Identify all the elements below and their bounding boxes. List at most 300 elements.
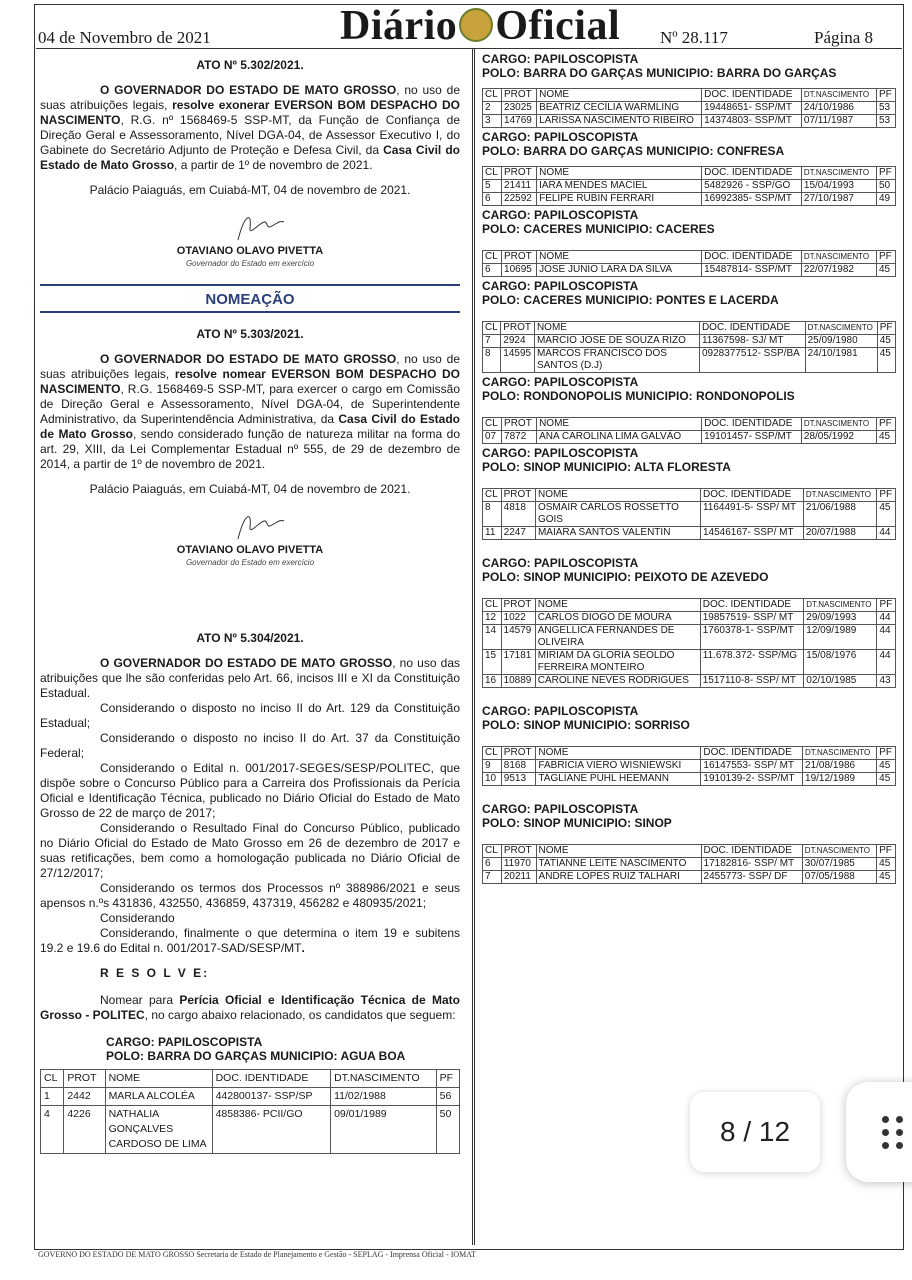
cell: 2247: [501, 527, 535, 540]
col-doc: DOC. IDENTIDADE: [699, 322, 805, 335]
cell: 0928377512- SSP/BA: [699, 348, 805, 373]
cell: CARLOS DIOGO DE MOURA: [535, 612, 700, 625]
cell: 20/07/1988: [803, 527, 877, 540]
text: Nomear para: [100, 993, 180, 1007]
table-row: [483, 527, 896, 540]
cell: 21/06/1988: [803, 502, 877, 527]
text: Considerando, finalmente o que determina o item 19 e subitens 19.2 e 19.6 do Edital n. 001/2017-SAD/SESP/MT: [40, 926, 460, 955]
cell: 17181: [501, 650, 535, 675]
handwritten-signature-icon: [230, 505, 290, 545]
table-row: [483, 675, 896, 688]
cell: 5: [483, 180, 502, 193]
cell: ANGELLICA FERNANDES DE OLIVEIRA: [535, 625, 700, 650]
cell: 29/09/1993: [804, 612, 877, 625]
table-row: [483, 193, 896, 206]
col-nome: NOME: [534, 322, 699, 335]
cell: 22/07/1982: [801, 264, 876, 277]
cell: 15/08/1976: [804, 650, 877, 675]
cargo-heading: [482, 446, 896, 474]
candidates-table: [482, 746, 896, 786]
col-pf: PF: [876, 167, 895, 180]
cargo-heading: [482, 375, 896, 403]
candidates-table: [482, 166, 896, 206]
table-header-row: [483, 845, 896, 858]
cell: 1760378-1- SSP/MT: [700, 625, 804, 650]
col-prot: PROT: [502, 89, 537, 102]
table-header-row: [483, 489, 896, 502]
cell: 07/11/1987: [801, 115, 876, 128]
cargo-label: CARGO: PAPILOSCOPISTA: [482, 52, 639, 66]
cell: 14374803- SSP/MT: [702, 115, 802, 128]
act-paragraph: [40, 656, 460, 701]
col-prot: PROT: [64, 1070, 105, 1088]
candidates-table: [40, 1069, 460, 1154]
emphasis: Perícia Oficial e Identificação Técnica de Mato Grosso - POLITEC: [40, 993, 461, 1022]
candidates-table: [482, 88, 896, 128]
cell: TATIANNE LEITE NASCIMENTO: [536, 858, 701, 871]
col-nome: NOME: [535, 599, 700, 612]
cell: FABRICIA VIERO WISNIEWSKI: [536, 760, 701, 773]
col-prot: PROT: [501, 845, 536, 858]
cell: 45: [876, 431, 895, 444]
table-row: [483, 650, 896, 675]
cell: 02/10/1985: [804, 675, 877, 688]
cell: 45: [877, 760, 896, 773]
cell: MARCOS FRANCISCO DOS SANTOS (D.J): [534, 348, 699, 373]
col-nome: NOME: [537, 251, 702, 264]
polo-label: POLO: CACERES MUNICIPIO: CACERES: [482, 222, 715, 236]
cell: 6: [483, 193, 502, 206]
col-cl: CL: [483, 845, 502, 858]
table-row: [483, 335, 896, 348]
polo-label: POLO: RONDONOPOLIS MUNICIPIO: RONDONOPOLIS: [482, 389, 795, 403]
section-rule: [40, 284, 460, 286]
text: , a partir de 1º de novembro de 2021.: [174, 158, 373, 172]
cell: NATHALIA GONÇALVES CARDOSO DE LIMA: [105, 1106, 212, 1154]
cargo-heading: [482, 130, 896, 158]
cell: 19857519- SSP/ MT: [700, 612, 804, 625]
cell: 45: [877, 858, 896, 871]
cell: 28/05/1992: [801, 431, 876, 444]
col-dtnasc: DT.NASCIMENTO: [801, 251, 876, 264]
cell: 4818: [501, 502, 535, 527]
cell: 15/04/1993: [801, 180, 876, 193]
cell: 10695: [502, 264, 537, 277]
section-rule: [40, 311, 460, 313]
cargo-label: CARGO: PAPILOSCOPISTA: [482, 279, 639, 293]
cell: 8: [483, 502, 502, 527]
cell: 50: [436, 1106, 459, 1154]
col-cl: CL: [483, 167, 502, 180]
emphasis: resolve exonerar EVERSON BOM DESPACHO DO NASCIMENTO: [40, 98, 460, 127]
table-header-row: [41, 1070, 460, 1088]
polo-label: POLO: BARRA DO GARÇAS MUNICIPIO: AGUA BOA: [106, 1049, 406, 1063]
col-pf: PF: [877, 489, 896, 502]
table-row: [483, 760, 896, 773]
page-indicator: 8 / 12: [690, 1092, 820, 1172]
grid-dots-icon: [882, 1116, 908, 1150]
cell: 14546167- SSP/ MT: [700, 527, 803, 540]
consideration: Considerando o disposto no inciso II do Art. 129 da Constituição Estadual;: [40, 701, 460, 730]
col-doc: DOC. IDENTIDADE: [701, 747, 803, 760]
col-nome: NOME: [105, 1070, 212, 1088]
table-row: [483, 431, 896, 444]
table-row: [483, 502, 896, 527]
cargo-heading: [482, 52, 896, 80]
cell: 1517110-8- SSP/ MT: [700, 675, 804, 688]
cell: IARA MENDES MACIEL: [537, 180, 702, 193]
cell: 4226: [64, 1106, 105, 1154]
cell: 11970: [501, 858, 536, 871]
cell: 44: [877, 650, 896, 675]
cell: 16147553- SSP/ MT: [701, 760, 803, 773]
col-dtnasc: DT.NASCIMENTO: [803, 747, 877, 760]
spacer: [482, 788, 896, 802]
signer-name: OTAVIANO OLAVO PIVETTA: [176, 245, 324, 257]
cell: 22592: [502, 193, 537, 206]
cell: CAROLINE NEVES RODRIGUES: [535, 675, 700, 688]
col-doc: DOC. IDENTIDADE: [702, 89, 802, 102]
right-column: [482, 52, 896, 886]
cell: 15: [483, 650, 502, 675]
cell: 14595: [501, 348, 535, 373]
spacer: [482, 542, 896, 556]
left-column: [40, 54, 460, 1154]
cell: OSMAIR CARLOS ROSSETTO GOIS: [535, 502, 700, 527]
cell: BEATRIZ CECÍLIA WARMLING: [537, 102, 702, 115]
place-date: Palácio Paiaguás, em Cuiabá-MT, 04 de novembro de 2021.: [89, 183, 411, 197]
col-prot: PROT: [502, 251, 537, 264]
col-cl: CL: [483, 322, 501, 335]
spacer: [482, 690, 896, 704]
cell: 11367598- SJ/ MT: [699, 335, 805, 348]
cell: 8: [483, 348, 501, 373]
cell: JOSE JUNIO LARA DA SILVA: [537, 264, 702, 277]
col-pf: PF: [876, 89, 895, 102]
page-number: Página 8: [814, 28, 874, 47]
masthead-title-right: Oficial: [495, 3, 621, 49]
cell: 2924: [501, 335, 535, 348]
col-dtnasc: DT.NASCIMENTO: [331, 1070, 437, 1088]
emphasis: .: [301, 941, 305, 955]
consideration: Considerando os termos dos Processos nº 388986/2021 e seus apensos n.ºs 431836, 432550, 436859, 437319, 456282 e 480935/2021;: [40, 881, 460, 910]
cell: 14579: [501, 625, 535, 650]
cell: 6: [483, 264, 502, 277]
table-header-row: [483, 599, 896, 612]
cell: 442800137- SSP/SP: [212, 1088, 331, 1106]
candidates-table: [482, 417, 896, 444]
cell: 21411: [502, 180, 537, 193]
cell: 2442: [64, 1088, 105, 1106]
col-pf: PF: [877, 322, 895, 335]
cell: 10: [483, 773, 502, 786]
cell: 16: [483, 675, 502, 688]
cargo-heading: [482, 802, 896, 830]
cell: 1: [41, 1088, 64, 1106]
cell: 17182816- SSP/ MT: [701, 858, 802, 871]
table-row: [483, 180, 896, 193]
candidates-table: [482, 488, 896, 540]
text: , R.G. 1568469-5 SSP-MT, para exercer o cargo em Comissão de Direção Geral e Assessoramento, Nível DGA-04, de Superintendente Administrativo, da Superintendência Administrativa, da: [40, 382, 460, 426]
col-pf: PF: [877, 845, 896, 858]
cell: 7: [483, 871, 502, 884]
cargo-heading: [482, 704, 896, 732]
header-rule: [36, 48, 902, 49]
table-row: [483, 625, 896, 650]
col-doc: DOC. IDENTIDADE: [702, 418, 802, 431]
emphasis: O GOVERNADOR DO ESTADO DE MATO GROSSO: [100, 83, 397, 97]
polo-label: POLO: SINOP MUNICIPIO: SINOP: [482, 816, 672, 830]
cell: 24/10/1986: [801, 102, 876, 115]
act-paragraph: [40, 83, 460, 173]
polo-label: POLO: BARRA DO GARÇAS MUNICIPIO: CONFRESA: [482, 144, 785, 158]
cell: 3: [483, 115, 502, 128]
cell: 6: [483, 858, 502, 871]
cell: 15487814- SSP/MT: [702, 264, 802, 277]
cell: MIRIAM DA GLORIA SEOLDO FERREIRA MONTEIRO: [535, 650, 700, 675]
text: , no uso de suas atribuições legais,: [40, 352, 460, 381]
act-title: ATO Nº 5.304/2021.: [196, 631, 304, 645]
table-row: [483, 264, 896, 277]
candidates-table: [482, 844, 896, 884]
polo-label: POLO: BARRA DO GARÇAS MUNICIPIO: BARRA DO GARÇAS: [482, 66, 837, 80]
col-nome: NOME: [537, 418, 702, 431]
table-row: [483, 612, 896, 625]
table-header-row: [483, 167, 896, 180]
cell: 43: [877, 675, 896, 688]
text: , no uso de suas atribuições legais,: [40, 83, 460, 112]
col-prot: PROT: [501, 747, 536, 760]
cargo-heading: [106, 1035, 460, 1063]
cell: 24/10/1981: [805, 348, 877, 373]
consideration: Considerando o Resultado Final do Concurso Público, publicado no Diário Oficial do Estado de Mato Grosso em 26 de dezembro de 2017 e suas retificações, bem como a homologação publicada no Diário Oficial de 27/12/2017;: [40, 821, 460, 880]
cell: TAGLIANE PUHL HEEMANN: [536, 773, 701, 786]
col-pf: PF: [876, 251, 895, 264]
polo-label: POLO: SINOP MUNICIPIO: ALTA FLORESTA: [482, 460, 731, 474]
cell: 30/07/1985: [802, 858, 876, 871]
cell: 45: [877, 871, 896, 884]
signer-role: Governador do Estado em exercício: [185, 558, 315, 567]
page-footer: GOVERNO DO ESTADO DE MATO GROSSO Secretaria de Estado de Planejamento e Gestão - SEPLAG - Imprensa Oficial - IOMAT: [38, 1250, 477, 1259]
col-cl: CL: [483, 418, 502, 431]
place-date: Palácio Paiaguás, em Cuiabá-MT, 04 de novembro de 2021.: [89, 482, 411, 496]
col-nome: NOME: [537, 89, 702, 102]
col-nome: NOME: [535, 489, 700, 502]
masthead-title: [340, 2, 620, 50]
act-paragraph: [40, 352, 460, 472]
cell: ANA CAROLINA LIMA GALVÃO: [537, 431, 702, 444]
cell: 1164491-5- SSP/ MT: [700, 502, 803, 527]
cell: 1910139-2- SSP/MT: [701, 773, 803, 786]
cell: ANDRE LOPES RUIZ TALHARI: [536, 871, 701, 884]
cargo-label: CARGO: PAPILOSCOPISTA: [106, 1035, 263, 1049]
cell: 49: [876, 193, 895, 206]
candidates-table: [482, 321, 896, 373]
col-pf: PF: [877, 747, 896, 760]
cell: 45: [877, 348, 895, 373]
col-dtnasc: DT.NASCIMENTO: [801, 89, 876, 102]
col-doc: DOC. IDENTIDADE: [700, 489, 803, 502]
cell: 14: [483, 625, 502, 650]
cell: 45: [876, 264, 895, 277]
cell: 44: [877, 612, 896, 625]
cell: 19/12/1989: [803, 773, 877, 786]
table-header-row: [483, 251, 896, 264]
col-prot: PROT: [501, 489, 535, 502]
cell: 11/02/1988: [331, 1088, 437, 1106]
masthead-title-left: Diário: [340, 3, 458, 49]
issue-date: 04 de Novembro de 2021: [38, 28, 211, 47]
col-prot: PROT: [502, 167, 537, 180]
cell: 44: [877, 527, 896, 540]
col-doc: DOC. IDENTIDADE: [701, 845, 802, 858]
cell: 2455773- SSP/ DF: [701, 871, 802, 884]
cell: 16992385- SSP/MT: [702, 193, 802, 206]
cargo-label: CARGO: PAPILOSCOPISTA: [482, 704, 639, 718]
cell: 9: [483, 760, 502, 773]
cell: 27/10/1987: [801, 193, 876, 206]
col-prot: PROT: [501, 599, 535, 612]
table-header-row: [483, 418, 896, 431]
col-pf: PF: [876, 418, 895, 431]
emphasis: O GOVERNADOR DO ESTADO DE MATO GROSSO: [100, 656, 393, 670]
col-pf: PF: [877, 599, 896, 612]
table-row: [41, 1088, 460, 1106]
emphasis: Casa Civil do Estado de Mato Grosso: [40, 412, 460, 441]
polo-label: POLO: SINOP MUNICIPIO: PEIXOTO DE AZEVEDO: [482, 570, 769, 584]
cell: 09/01/1989: [331, 1106, 437, 1154]
column-separator: [472, 48, 475, 1245]
viewer-menu-button[interactable]: [846, 1082, 912, 1182]
cell: 45: [877, 502, 896, 527]
cargo-heading: [482, 556, 896, 584]
col-cl: CL: [483, 747, 502, 760]
signer-name: OTAVIANO OLAVO PIVETTA: [176, 544, 324, 556]
col-cl: CL: [483, 599, 502, 612]
cell: FELIPE RUBIN FERRARI: [537, 193, 702, 206]
col-dtnasc: DT.NASCIMENTO: [802, 845, 876, 858]
col-dtnasc: DT.NASCIMENTO: [804, 599, 877, 612]
text: , sendo considerado função de natureza militar na forma do art. 29, XIII, da Lei Complementar Estadual nº 555, de 29 de dezembro de 2014, a partir de 1º de novembro de 2021.: [40, 427, 460, 471]
cargo-heading: [482, 208, 896, 236]
cell: 11.678.372- SSP/MG: [700, 650, 804, 675]
col-doc: DOC. IDENTIDADE: [702, 251, 802, 264]
col-dtnasc: DT.NASCIMENTO: [803, 489, 877, 502]
cell: 45: [877, 335, 895, 348]
cargo-label: CARGO: PAPILOSCOPISTA: [482, 802, 639, 816]
cell: 25/09/1980: [805, 335, 877, 348]
cell: 4858386- PCII/GO: [212, 1106, 331, 1154]
act-title: ATO Nº 5.303/2021.: [196, 327, 304, 341]
cell: 9513: [501, 773, 536, 786]
col-dtnasc: DT.NASCIMENTO: [801, 418, 876, 431]
col-pf: PF: [436, 1070, 459, 1088]
state-seal-icon: [459, 8, 493, 42]
cargo-label: CARGO: PAPILOSCOPISTA: [482, 375, 639, 389]
cell: MAIARA SANTOS VALENTIN: [535, 527, 700, 540]
emphasis: O GOVERNADOR DO ESTADO DE MATO GROSSO: [100, 352, 397, 366]
cell: 7872: [502, 431, 537, 444]
cell: 1022: [501, 612, 535, 625]
col-cl: CL: [483, 489, 502, 502]
col-cl: CL: [483, 251, 502, 264]
emphasis: resolve nomear EVERSON BOM DESPACHO DO NASCIMENTO: [40, 367, 461, 396]
col-dtnasc: DT.NASCIMENTO: [805, 322, 877, 335]
act-paragraph: [40, 993, 460, 1023]
cell: 12/09/1989: [804, 625, 877, 650]
cell: 5482926 - SSP/GO: [702, 180, 802, 193]
table-row: [41, 1106, 460, 1154]
cell: 20211: [501, 871, 536, 884]
cell: 8168: [501, 760, 536, 773]
text: , no uso das atribuições que lhe são conferidas pelo Art. 66, incisos III e XI da Constituição Estadual.: [40, 656, 460, 700]
cell: MARLA ALCOLÉA: [105, 1088, 212, 1106]
signature-block: [40, 505, 460, 569]
cell: 07/05/1988: [802, 871, 876, 884]
cell: 2: [483, 102, 502, 115]
cargo-heading: [482, 279, 896, 307]
col-doc: DOC. IDENTIDADE: [212, 1070, 331, 1088]
table-header-row: [483, 89, 896, 102]
col-nome: NOME: [536, 845, 701, 858]
consideration: Considerando: [100, 911, 175, 925]
section-title: NOMEAÇÃO: [205, 291, 295, 308]
cell: 11: [483, 527, 502, 540]
consideration: Considerando o Edital n. 001/2017-SEGES/SESP/POLITEC, que dispõe sobre o Concurso Público para a Carreira dos Profissionais da Perícia Oficial e Identificação Técnica, publicado no Diário Oficial do Estado de Mato Grosso de 22 de março de 2017;: [40, 761, 460, 820]
signer-role: Governador do Estado em exercício: [185, 259, 315, 268]
col-doc: DOC. IDENTIDADE: [700, 599, 804, 612]
cell: 19101457- SSP/MT: [702, 431, 802, 444]
cell: 23025: [502, 102, 537, 115]
cell: 21/08/1986: [803, 760, 877, 773]
cell: 07: [483, 431, 502, 444]
cell: 7: [483, 335, 501, 348]
col-doc: DOC. IDENTIDADE: [702, 167, 802, 180]
cell: 50: [876, 180, 895, 193]
polo-label: POLO: SINOP MUNICIPIO: SORRISO: [482, 718, 690, 732]
signature-block: [40, 206, 460, 270]
col-nome: NOME: [537, 167, 702, 180]
table-row: [483, 871, 896, 884]
emphasis: Casa Civil do Estado de Mato Grosso: [40, 143, 460, 172]
consideration: Considerando o disposto no inciso II do Art. 37 da Constituição Federal;: [40, 731, 460, 760]
polo-label: POLO: CACERES MUNICIPIO: PONTES E LACERDA: [482, 293, 779, 307]
table-row: [483, 858, 896, 871]
text: , R.G. nº 1568469-5 SSP-MT, da Função de Confiança de Direção Geral e Assessoramento, Nível DGA-04, de Assessor Executivo I, do Gabinete do Secretário Adjunto de Proteção e Defesa Civil, da: [40, 113, 460, 157]
col-prot: PROT: [501, 322, 535, 335]
table-header-row: [483, 322, 896, 335]
table-row: [483, 348, 896, 373]
consideration: [40, 926, 460, 956]
cell: 19448651- SSP/MT: [702, 102, 802, 115]
cell: 44: [877, 625, 896, 650]
table-row: [483, 115, 896, 128]
col-prot: PROT: [502, 418, 537, 431]
cell: 12: [483, 612, 502, 625]
col-cl: CL: [483, 89, 502, 102]
cargo-label: CARGO: PAPILOSCOPISTA: [482, 130, 639, 144]
cell: 53: [876, 115, 895, 128]
cell: 4: [41, 1106, 64, 1154]
issue-number: Nº 28.117: [660, 28, 728, 47]
candidates-table: [482, 598, 896, 688]
col-dtnasc: DT.NASCIMENTO: [801, 167, 876, 180]
table-row: [483, 102, 896, 115]
cell: 45: [877, 773, 896, 786]
resolve-heading: R E S O L V E:: [100, 966, 210, 980]
col-cl: CL: [41, 1070, 64, 1088]
cell: 56: [436, 1088, 459, 1106]
